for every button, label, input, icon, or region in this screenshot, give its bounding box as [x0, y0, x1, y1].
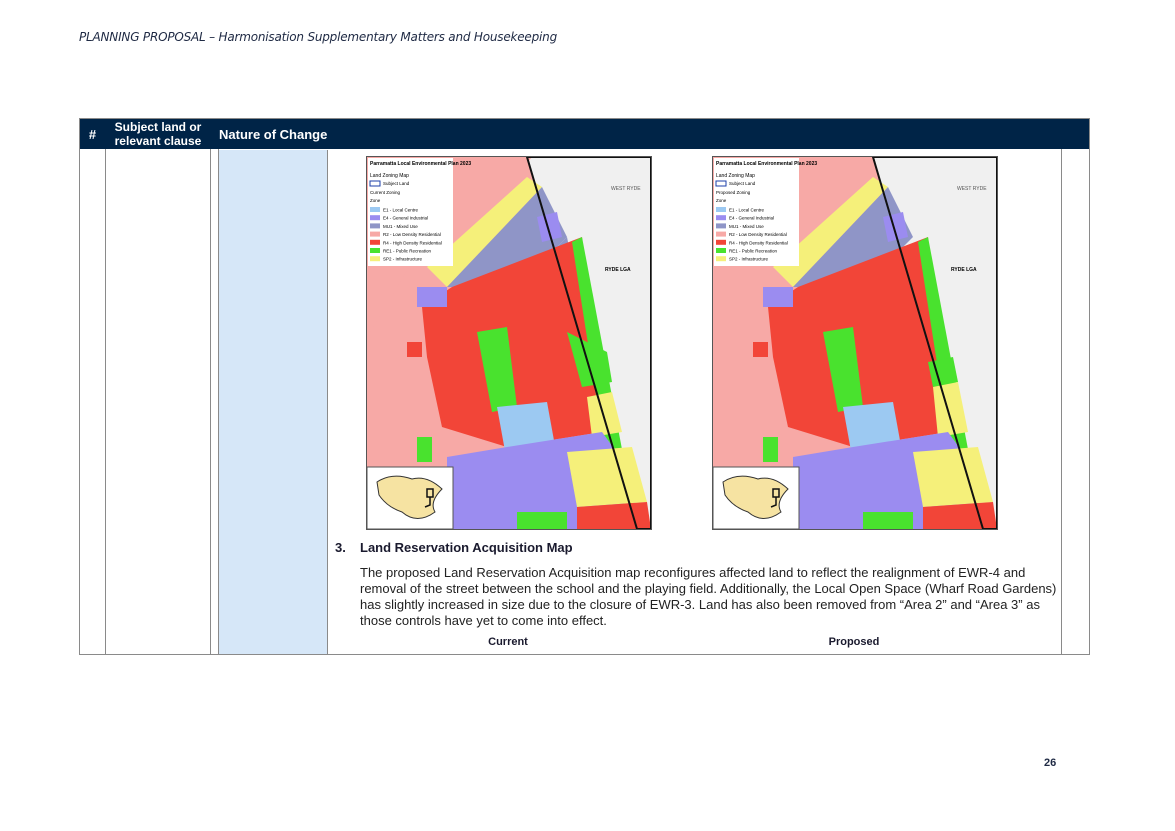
row-divider: [218, 654, 1061, 655]
svg-text:RYDE LGA: RYDE LGA: [951, 267, 977, 273]
column-divider: [105, 149, 106, 654]
item-title: Land Reservation Acquisition Map: [360, 540, 573, 555]
legend-swatch: [370, 240, 380, 245]
legend-label: E1 - Local Centre: [729, 207, 765, 213]
legend-swatch: [716, 207, 726, 212]
legend-swatch: [370, 215, 380, 220]
legend-swatch: [370, 207, 380, 212]
svg-text:Subject Land: Subject Land: [383, 181, 410, 186]
proposed-zoning-map: [712, 156, 998, 530]
svg-text:WEST RYDE: WEST RYDE: [957, 186, 987, 192]
legend-swatch: [716, 240, 726, 245]
legend-label: R2 - Low Density Residential: [383, 232, 441, 238]
svg-text:Zone: Zone: [716, 198, 727, 203]
legend-label: R2 - Low Density Residential: [729, 232, 787, 238]
svg-text:WEST RYDE: WEST RYDE: [611, 186, 641, 192]
document-header: PLANNING PROPOSAL – Harmonisation Supplementary Matters and Housekeeping: [79, 30, 557, 44]
legend-label: R4 - High Density Residential: [383, 240, 442, 246]
legend-label: MU1 - Mixed Use: [729, 223, 764, 229]
column-divider: [210, 149, 211, 654]
svg-text:Proposed Zoning: Proposed Zoning: [716, 190, 751, 195]
item-number: 3.: [335, 540, 346, 555]
legend-swatch: [716, 248, 726, 253]
svg-text:Current Zoning: Current Zoning: [370, 190, 401, 195]
change-table: [79, 118, 1090, 655]
legend-swatch: [716, 215, 726, 220]
legend-label: R4 - High Density Residential: [729, 240, 788, 246]
shaded-cell: [219, 150, 328, 654]
legend-label: RE1 - Public Recreation: [729, 248, 778, 254]
legend-swatch: [370, 248, 380, 253]
legend-swatch: [370, 223, 380, 228]
svg-text:Land Zoning Map: Land Zoning Map: [716, 173, 755, 179]
caption-current: Current: [488, 636, 528, 648]
svg-text:Parramatta Local Environmental: Parramatta Local Environmental Plan 2023: [716, 161, 818, 167]
legend-swatch: [716, 223, 726, 228]
legend-label: RE1 - Public Recreation: [383, 248, 432, 254]
legend-label: SP2 - Infrastructure: [383, 256, 423, 262]
legend-label: SP2 - Infrastructure: [729, 256, 769, 262]
item-description: The proposed Land Reservation Acquisition map reconfigures affected land to reflect the realignment of EWR-4 and removal of the street between the school and the playing field. Additionally, the Local Open Space (Wharf Road Gardens) has slightly increased in size due to the closure of EWR-3. Land has also been removed from “Area 2” and “Area 3” as those controls have yet to come into effect.: [360, 565, 1057, 628]
legend-swatch: [716, 232, 726, 237]
legend-label: MU1 - Mixed Use: [383, 223, 418, 229]
column-header-nature: Nature of Change: [219, 126, 328, 142]
legend-swatch: [716, 256, 726, 261]
legend-swatch: [370, 232, 380, 237]
caption-proposed: Proposed: [828, 636, 880, 648]
page-number: 26: [1044, 757, 1057, 769]
current-zoning-map: [366, 156, 652, 530]
legend-label: E4 - General Industrial: [383, 215, 429, 221]
svg-text:Parramatta Local Environmental: Parramatta Local Environmental Plan 2023: [370, 161, 472, 167]
legend-label: E4 - General Industrial: [729, 215, 775, 221]
svg-text:Zone: Zone: [370, 198, 381, 203]
legend-swatch: [370, 256, 380, 261]
legend-label: E1 - Local Centre: [383, 207, 419, 213]
column-header-number: #: [88, 126, 97, 142]
svg-text:Land Zoning Map: Land Zoning Map: [370, 173, 409, 179]
column-divider: [1061, 149, 1062, 654]
column-header-subject: Subject land or relevant clause: [114, 120, 202, 148]
svg-text:Subject Land: Subject Land: [729, 181, 756, 186]
table-header-row: [80, 119, 1089, 149]
svg-text:RYDE LGA: RYDE LGA: [605, 267, 631, 273]
